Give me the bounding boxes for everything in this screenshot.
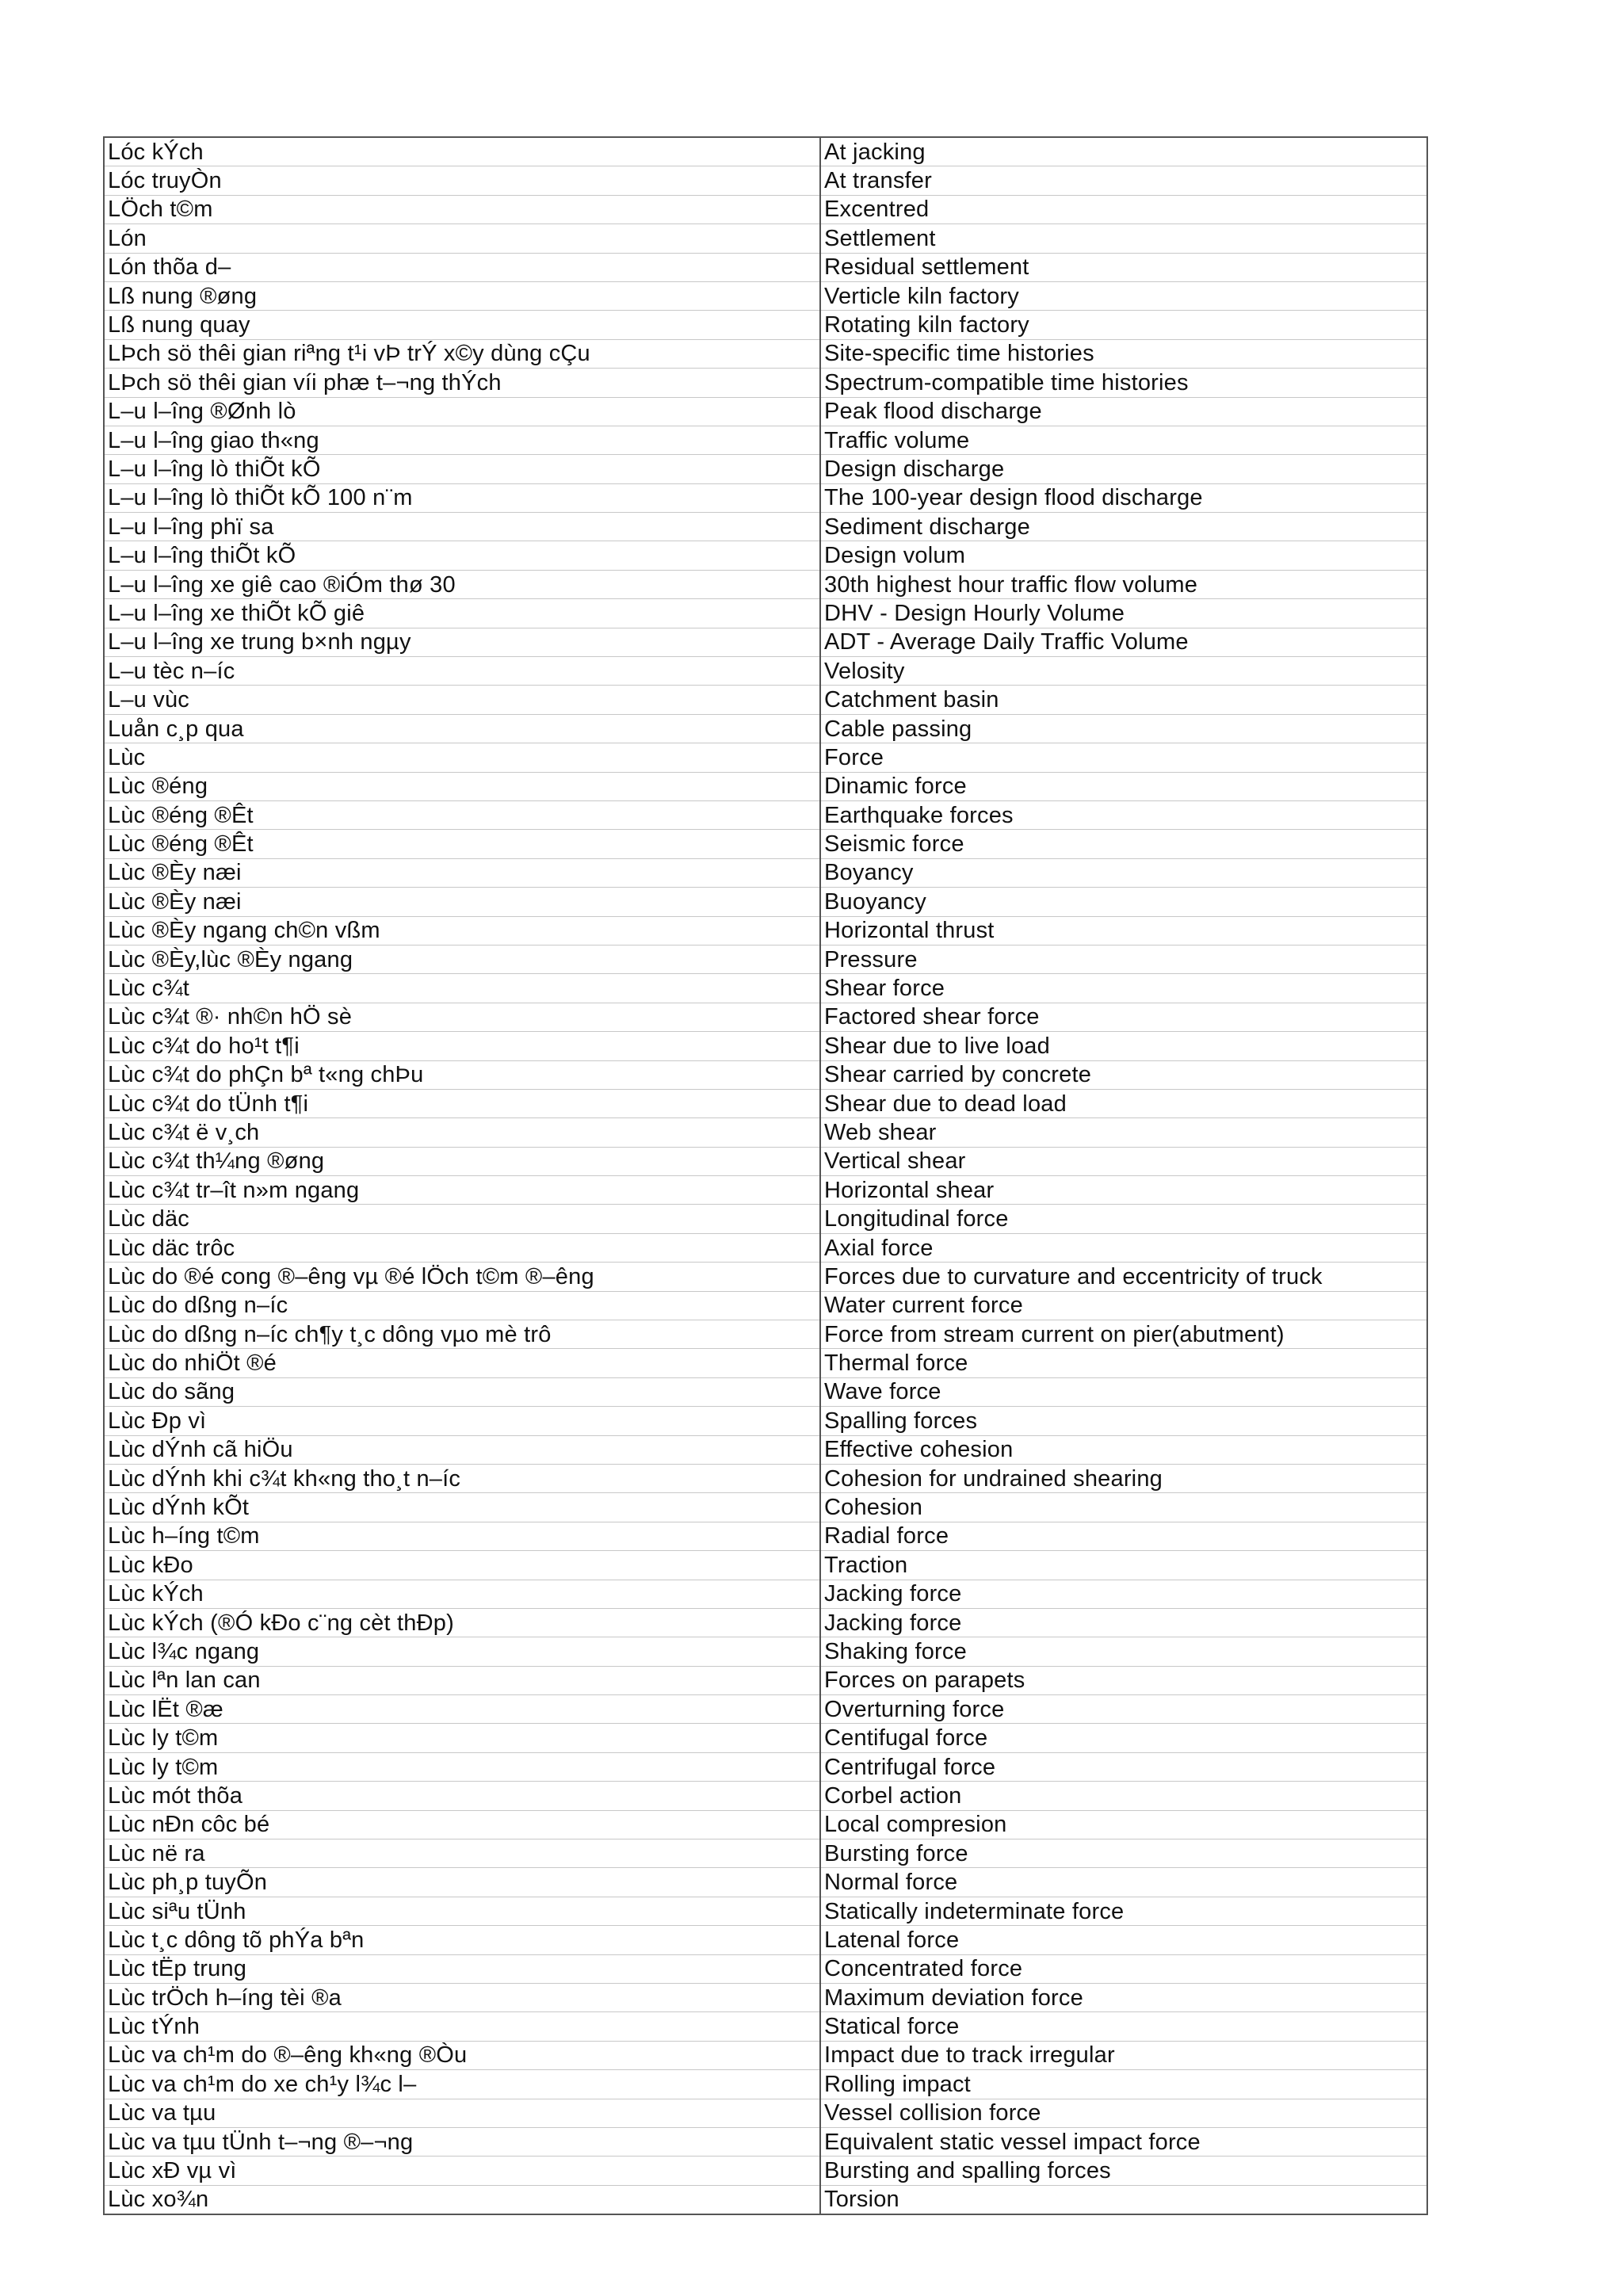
table-row [104,1060,1427,1089]
english-term-cell: Effective cohesion [820,1435,1427,1464]
vietnamese-term-cell: Lùc ph¸p tuyÕn [104,1868,820,1897]
table-row [104,858,1427,887]
glossary-table-body [104,137,1427,2214]
vietnamese-term-cell: Luån c¸p qua [104,714,820,743]
english-term-cell: Boyancy [820,858,1427,887]
english-term-cell: The 100-year design flood discharge [820,483,1427,512]
vietnamese-term-cell: LÞch sö thêi gian víi phæ t–¬ng thÝch [104,369,820,397]
vietnamese-term-cell: Lùc ®éng ®Êt [104,830,820,858]
table-row [104,1089,1427,1117]
table-row [104,2157,1427,2185]
table-row [104,426,1427,454]
vietnamese-term-cell: Lùc dÝnh kÕt [104,1493,820,1522]
english-term-cell: Cohesion for undrained shearing [820,1464,1427,1492]
english-term-cell: Design volum [820,541,1427,570]
english-term-cell: Shear force [820,974,1427,1003]
table-row [104,483,1427,512]
english-term-cell: Vertical shear [820,1147,1427,1175]
vietnamese-term-cell: Lùc ly t©m [104,1724,820,1752]
table-row [104,830,1427,858]
vietnamese-term-cell: Lùc ®Èy næi [104,888,820,916]
vietnamese-term-cell: L–u l–îng xe giê cao ®iÓm thø 30 [104,570,820,598]
table-row [104,281,1427,310]
english-term-cell: At transfer [820,166,1427,195]
vietnamese-term-cell: Lón [104,224,820,253]
vietnamese-term-cell: Lùc xo¾n [104,2185,820,2214]
table-row [104,1349,1427,1377]
table-row [104,1407,1427,1435]
english-term-cell: Jacking force [820,1580,1427,1608]
table-row [104,1868,1427,1897]
english-term-cell: Wave force [820,1377,1427,1406]
english-term-cell: Thermal force [820,1349,1427,1377]
table-row [104,1926,1427,1954]
english-term-cell: Buoyancy [820,888,1427,916]
table-row [104,1320,1427,1349]
table-row [104,570,1427,598]
vietnamese-term-cell: Lùc ly t©m [104,1752,820,1781]
vietnamese-term-cell: Lùc c¾t ë v¸ch [104,1118,820,1147]
table-row [104,743,1427,772]
table-row [104,2070,1427,2099]
vietnamese-term-cell: Lóc kÝch [104,137,820,166]
vietnamese-term-cell: Lóc truyÒn [104,166,820,195]
english-term-cell: Rotating kiln factory [820,311,1427,339]
english-term-cell: Dinamic force [820,772,1427,800]
vietnamese-term-cell: Lùc c¾t ®· nh©n hÖ sè [104,1003,820,1031]
english-term-cell: Corbel action [820,1782,1427,1810]
english-term-cell: Spectrum-compatible time histories [820,369,1427,397]
vietnamese-term-cell: Lùc va tµu tÜnh t–¬ng ®–¬ng [104,2127,820,2156]
table-row [104,455,1427,483]
table-row [104,1897,1427,1925]
table-row [104,1464,1427,1492]
english-term-cell: At jacking [820,137,1427,166]
vietnamese-term-cell: Lùc në ra [104,1839,820,1868]
english-term-cell: 30th highest hour traffic flow volume [820,570,1427,598]
table-row [104,1003,1427,1031]
vietnamese-term-cell: Lùc tÝnh [104,2012,820,2041]
english-term-cell: Statically indeterminate force [820,1897,1427,1925]
vietnamese-term-cell: Lùc kÝch (®Ó kÐo c¨ng cèt thÐp) [104,1608,820,1637]
table-row [104,1782,1427,1810]
table-row [104,974,1427,1003]
vietnamese-term-cell: L–u l–îng lò thiÕt kÕ 100 n¨m [104,483,820,512]
vietnamese-term-cell: Lùc ®éng ®Êt [104,800,820,829]
table-row [104,397,1427,426]
table-row [104,945,1427,973]
english-term-cell: Shear due to live load [820,1032,1427,1060]
english-term-cell: Jacking force [820,1608,1427,1637]
table-row [104,1291,1427,1320]
english-term-cell: Seismic force [820,830,1427,858]
table-row [104,657,1427,686]
table-row [104,1377,1427,1406]
vietnamese-term-cell: Lùc c¾t do phÇn bª t«ng chÞu [104,1060,820,1089]
vietnamese-term-cell: Lß nung ®øng [104,281,820,310]
english-term-cell: Bursting and spalling forces [820,2157,1427,2185]
english-term-cell: Overturning force [820,1695,1427,1724]
english-term-cell: Site-specific time histories [820,339,1427,368]
english-term-cell: Residual settlement [820,253,1427,281]
vietnamese-term-cell: Lùc c¾t tr–ît n»m ngang [104,1176,820,1205]
table-row [104,1810,1427,1839]
vietnamese-term-cell: Lùc dÝnh khi c¾t kh«ng tho¸t n–íc [104,1464,820,1492]
vietnamese-term-cell: Lùc nÐn côc bé [104,1810,820,1839]
vietnamese-term-cell: Lùc Ðp vì [104,1407,820,1435]
vietnamese-term-cell: Lón thõa d– [104,253,820,281]
vietnamese-term-cell: Lùc ®Èy næi [104,858,820,887]
table-row [104,1032,1427,1060]
table-row [104,1205,1427,1233]
vietnamese-term-cell: Lùc va tµu [104,2099,820,2127]
glossary-table [103,136,1428,2215]
english-term-cell: Longitudinal force [820,1205,1427,1233]
vietnamese-term-cell: Lùc ®Èy,lùc ®Èy ngang [104,945,820,973]
english-term-cell: Horizontal shear [820,1176,1427,1205]
english-term-cell: Axial force [820,1233,1427,1262]
english-term-cell: Cohesion [820,1493,1427,1522]
table-row [104,195,1427,223]
english-term-cell: Latenal force [820,1926,1427,1954]
english-term-cell: Shear due to dead load [820,1089,1427,1117]
table-row [104,166,1427,195]
vietnamese-term-cell: Lùc dÝnh cã hiÖu [104,1435,820,1464]
vietnamese-term-cell: Lùc [104,743,820,772]
vietnamese-term-cell: Lùc kÝch [104,1580,820,1608]
english-term-cell: Radial force [820,1522,1427,1550]
english-term-cell: Shear carried by concrete [820,1060,1427,1089]
vietnamese-term-cell: Lùc do dßng n–íc ch¶y t¸c dông vµo mè trô [104,1320,820,1349]
english-term-cell: Bursting force [820,1839,1427,1868]
table-row [104,1493,1427,1522]
vietnamese-term-cell: Lùc xÐ vµ vì [104,2157,820,2185]
table-row [104,1839,1427,1868]
english-term-cell: Shaking force [820,1637,1427,1666]
vietnamese-term-cell: Lùc kÐo [104,1551,820,1580]
vietnamese-term-cell: Lùc do sãng [104,1377,820,1406]
table-row [104,1435,1427,1464]
table-row [104,1752,1427,1781]
vietnamese-term-cell: L–u l–îng ®Ønh lò [104,397,820,426]
english-term-cell: Factored shear force [820,1003,1427,1031]
vietnamese-term-cell: LÖch t©m [104,195,820,223]
table-row [104,1580,1427,1608]
english-term-cell: Vessel collision force [820,2099,1427,2127]
vietnamese-term-cell: Lùc ®Èy ngang ch©n vßm [104,916,820,945]
table-row [104,714,1427,743]
english-term-cell: Peak flood discharge [820,397,1427,426]
vietnamese-term-cell: LÞch sö thêi gian riªng t¹i vÞ trÝ x©y dùng cÇu [104,339,820,368]
table-row [104,1233,1427,1262]
vietnamese-term-cell: L–u l–îng phï sa [104,513,820,541]
english-term-cell: Force [820,743,1427,772]
english-term-cell: Design discharge [820,455,1427,483]
english-term-cell: Cable passing [820,714,1427,743]
table-row [104,1954,1427,1983]
table-row [104,1263,1427,1291]
table-row [104,369,1427,397]
vietnamese-term-cell: Lùc däc trôc [104,1233,820,1262]
english-term-cell: Water current force [820,1291,1427,1320]
english-term-cell: Normal force [820,1868,1427,1897]
table-row [104,1551,1427,1580]
vietnamese-term-cell: Lùc do dßng n–íc [104,1291,820,1320]
english-term-cell: Pressure [820,945,1427,973]
english-term-cell: Rolling impact [820,2070,1427,2099]
table-row [104,224,1427,253]
table-row [104,1147,1427,1175]
english-term-cell: Equivalent static vessel impact force [820,2127,1427,2156]
vietnamese-term-cell: L–u l–îng xe thiÕt kÕ giê [104,599,820,628]
vietnamese-term-cell: Lùc c¾t do ho¹t t¶i [104,1032,820,1060]
vietnamese-term-cell: Lùc lªn lan can [104,1666,820,1694]
table-row [104,1724,1427,1752]
english-term-cell: Force from stream current on pier(abutment) [820,1320,1427,1349]
table-row [104,253,1427,281]
table-row [104,1666,1427,1694]
table-row [104,1176,1427,1205]
vietnamese-term-cell: L–u l–îng thiÕt kÕ [104,541,820,570]
vietnamese-term-cell: Lùc va ch¹m do ®–êng kh«ng ®Òu [104,2041,820,2069]
english-term-cell: Traffic volume [820,426,1427,454]
english-term-cell: Maximum deviation force [820,1984,1427,2012]
vietnamese-term-cell: Lùc l¾c ngang [104,1637,820,1666]
vietnamese-term-cell: L–u l–îng giao th«ng [104,426,820,454]
table-row [104,599,1427,628]
table-row [104,888,1427,916]
table-row [104,1608,1427,1637]
table-row [104,137,1427,166]
vietnamese-term-cell: Lùc h–íng t©m [104,1522,820,1550]
table-row [104,1695,1427,1724]
table-row [104,800,1427,829]
english-term-cell: Catchment basin [820,686,1427,714]
table-row [104,541,1427,570]
english-term-cell: Verticle kiln factory [820,281,1427,310]
table-row [104,1522,1427,1550]
english-term-cell: Excentred [820,195,1427,223]
english-term-cell: Horizontal thrust [820,916,1427,945]
english-term-cell: Forces due to curvature and eccentricity of truck [820,1263,1427,1291]
english-term-cell: ADT - Average Daily Traffic Volume [820,628,1427,656]
english-term-cell: Traction [820,1551,1427,1580]
vietnamese-term-cell: L–u vùc [104,686,820,714]
table-row [104,628,1427,656]
vietnamese-term-cell: L–u l–îng lò thiÕt kÕ [104,455,820,483]
table-row [104,311,1427,339]
table-row [104,1637,1427,1666]
vietnamese-term-cell: Lùc lËt ®æ [104,1695,820,1724]
vietnamese-term-cell: Lùc va ch¹m do xe ch¹y l¾c l– [104,2070,820,2099]
table-row [104,2185,1427,2214]
english-term-cell: Web shear [820,1118,1427,1147]
vietnamese-term-cell: Lùc t¸c dông tõ phÝa bªn [104,1926,820,1954]
vietnamese-term-cell: Lùc c¾t [104,974,820,1003]
english-term-cell: Settlement [820,224,1427,253]
table-row [104,2099,1427,2127]
english-term-cell: Sediment discharge [820,513,1427,541]
vietnamese-term-cell: Lùc c¾t th¼ng ®øng [104,1147,820,1175]
english-term-cell: Centifugal force [820,1724,1427,1752]
english-term-cell: DHV - Design Hourly Volume [820,599,1427,628]
english-term-cell: Centrifugal force [820,1752,1427,1781]
vietnamese-term-cell: Lùc tËp trung [104,1954,820,1983]
table-row [104,2127,1427,2156]
table-row [104,339,1427,368]
table-row [104,1118,1427,1147]
vietnamese-term-cell: Lß nung quay [104,311,820,339]
table-row [104,2012,1427,2041]
english-term-cell: Forces on parapets [820,1666,1427,1694]
vietnamese-term-cell: Lùc däc [104,1205,820,1233]
table-row [104,1984,1427,2012]
vietnamese-term-cell: Lùc trÖch h–íng tèi ®a [104,1984,820,2012]
english-term-cell: Impact due to track irregular [820,2041,1427,2069]
vietnamese-term-cell: L–u l–îng xe trung b×nh ngµy [104,628,820,656]
vietnamese-term-cell: Lùc ®éng [104,772,820,800]
table-row [104,916,1427,945]
table-row [104,2041,1427,2069]
english-term-cell: Torsion [820,2185,1427,2214]
english-term-cell: Spalling forces [820,1407,1427,1435]
vietnamese-term-cell: Lùc siªu tÜnh [104,1897,820,1925]
english-term-cell: Earthquake forces [820,800,1427,829]
table-row [104,686,1427,714]
english-term-cell: Local compresion [820,1810,1427,1839]
vietnamese-term-cell: Lùc do ®é cong ®–êng vµ ®é lÖch t©m ®–êng [104,1263,820,1291]
vietnamese-term-cell: Lùc mót thõa [104,1782,820,1810]
vietnamese-term-cell: Lùc do nhiÖt ®é [104,1349,820,1377]
english-term-cell: Statical force [820,2012,1427,2041]
english-term-cell: Velosity [820,657,1427,686]
vietnamese-term-cell: Lùc c¾t do tÜnh t¶i [104,1089,820,1117]
table-row [104,513,1427,541]
table-row [104,772,1427,800]
english-term-cell: Concentrated force [820,1954,1427,1983]
vietnamese-term-cell: L–u tèc n–íc [104,657,820,686]
